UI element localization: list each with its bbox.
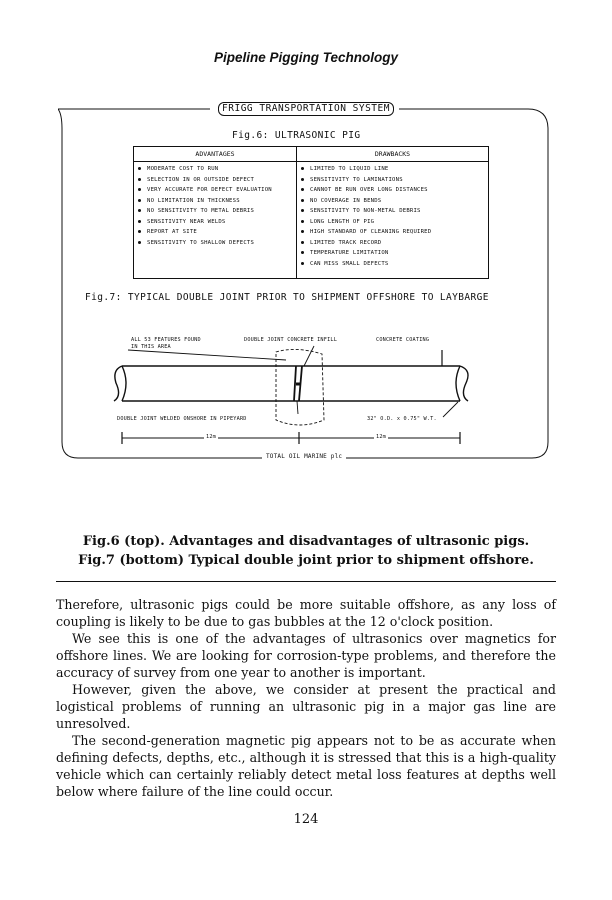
bullet-icon [138, 188, 141, 191]
body-text [56, 596, 556, 800]
bullet-icon [138, 230, 141, 233]
pipe-left-end [114, 366, 126, 401]
paragraph: The second-generation magnetic pig appears not to be as accurate when defining defects, depths, etc., although it is stressed that this is a high-quality vehicle which can certainly reliably detect metal loss features at depths well below where failure of the line could occur. [56, 733, 556, 799]
pipe-right-end [456, 366, 468, 401]
drawback-item: SENSITIVITY TO LAMINATIONS [297, 175, 488, 186]
label-features: ALL 53 FEATURES FOUND [131, 337, 201, 343]
label-coating: CONCRETE COATING [376, 337, 430, 343]
drawback-item: CANNOT BE RUN OVER LONG DISTANCES [297, 185, 488, 196]
bullet-icon [301, 209, 304, 212]
pipe-diagram [100, 340, 500, 460]
bullet-icon [138, 167, 141, 170]
bullet-icon [301, 167, 304, 170]
bullet-icon [301, 220, 304, 223]
bullet-icon [138, 209, 141, 212]
dim-left-label: 12m [206, 434, 216, 440]
drawback-item: LIMITED TRACK RECORD [297, 238, 488, 249]
label-spec: 32" O.D. x 0.75" W.T. [367, 416, 437, 422]
bullet-icon [138, 241, 141, 244]
figure-credit: TOTAL OIL MARINE plc [262, 453, 346, 460]
caption-line-1: Fig.6 (top). Advantages and disadvantages of ultrasonic pigs. [82, 534, 530, 549]
advantage-item: NO LIMITATION IN THICKNESS [134, 196, 296, 207]
paragraph: Therefore, ultrasonic pigs could be more suitable offshore, as any loss of coupling is likely to be due to gas bubbles at the 12 o'clock position. [56, 597, 556, 629]
advantage-item: SENSITIVITY NEAR WELDS [134, 217, 296, 228]
paragraph: We see this is one of the advantages of ultrasonics over magnetics for offshore lines. We are looking for corrosion-type problems, and therefore the accuracy of survey from one year to another is important. [56, 631, 556, 680]
drawback-item: LIMITED TO LIQUID LINE [297, 164, 488, 175]
advantages-column [134, 147, 297, 278]
divider [56, 581, 556, 582]
advantages-table [133, 146, 489, 279]
bullet-icon [138, 199, 141, 202]
running-head: Pipeline Pigging Technology [213, 50, 398, 65]
drawback-item: NO COVERAGE IN BENDS [297, 196, 488, 207]
label-infill: DOUBLE JOINT CONCRETE INFILL [244, 337, 338, 343]
advantage-item: NO SENSITIVITY TO METAL DEBRIS [134, 206, 296, 217]
figure-captions [0, 532, 612, 570]
drawbacks-header: DRAWBACKS [297, 147, 488, 162]
advantages-header: ADVANTAGES [134, 147, 296, 162]
advantage-item: MODERATE COST TO RUN [134, 164, 296, 175]
bullet-icon [301, 178, 304, 181]
advantage-item: SENSITIVITY TO SHALLOW DEFECTS [134, 238, 296, 249]
drawback-item: HIGH STANDARD OF CLEANING REQUIRED [297, 227, 488, 238]
leader-welded [297, 401, 298, 414]
advantage-item: SELECTION IN OR OUTSIDE DEFECT [134, 175, 296, 186]
label-area: IN THIS AREA [131, 344, 171, 350]
bullet-icon [301, 188, 304, 191]
leader-spec [443, 402, 458, 417]
drawback-item: TEMPERATURE LIMITATION [297, 248, 488, 259]
advantage-item: REPORT AT SITE [134, 227, 296, 238]
leader-features [128, 350, 286, 360]
drawback-item: LONG LENGTH OF PIG [297, 217, 488, 228]
bullet-icon [301, 199, 304, 202]
fig6-label: Fig.6: ULTRASONIC PIG [232, 130, 361, 141]
drawback-item: SENSITIVITY TO NON-METAL DEBRIS [297, 206, 488, 217]
bullet-icon [301, 251, 304, 254]
paragraph: However, given the above, we consider at present the practical and logistical problems of running an ultrasonic pig in a major gas line are unresolved. [56, 682, 556, 731]
dim-right-label: 12m [376, 434, 386, 440]
bullet-icon [301, 262, 304, 265]
bullet-icon [301, 230, 304, 233]
leader-infill [304, 346, 314, 366]
bullet-icon [138, 220, 141, 223]
caption-line-2: Fig.7 (bottom) Typical double joint prior to shipment offshore. [78, 553, 534, 568]
page-number: 124 [293, 812, 319, 827]
drawbacks-column [297, 147, 488, 278]
label-welded: DOUBLE JOINT WELDED ONSHORE IN PIPEYARD [117, 416, 247, 422]
bullet-icon [301, 241, 304, 244]
frame-title: FRIGG TRANSPORTATION SYSTEM [218, 102, 394, 116]
fig7-caption: Fig.7: TYPICAL DOUBLE JOINT PRIOR TO SHIPMENT OFFSHORE TO LAYBARGE [85, 292, 489, 303]
drawback-item: CAN MISS SMALL DEFECTS [297, 259, 488, 270]
advantage-item: VERY ACCURATE FOR DEFECT EVALUATION [134, 185, 296, 196]
bullet-icon [138, 178, 141, 181]
